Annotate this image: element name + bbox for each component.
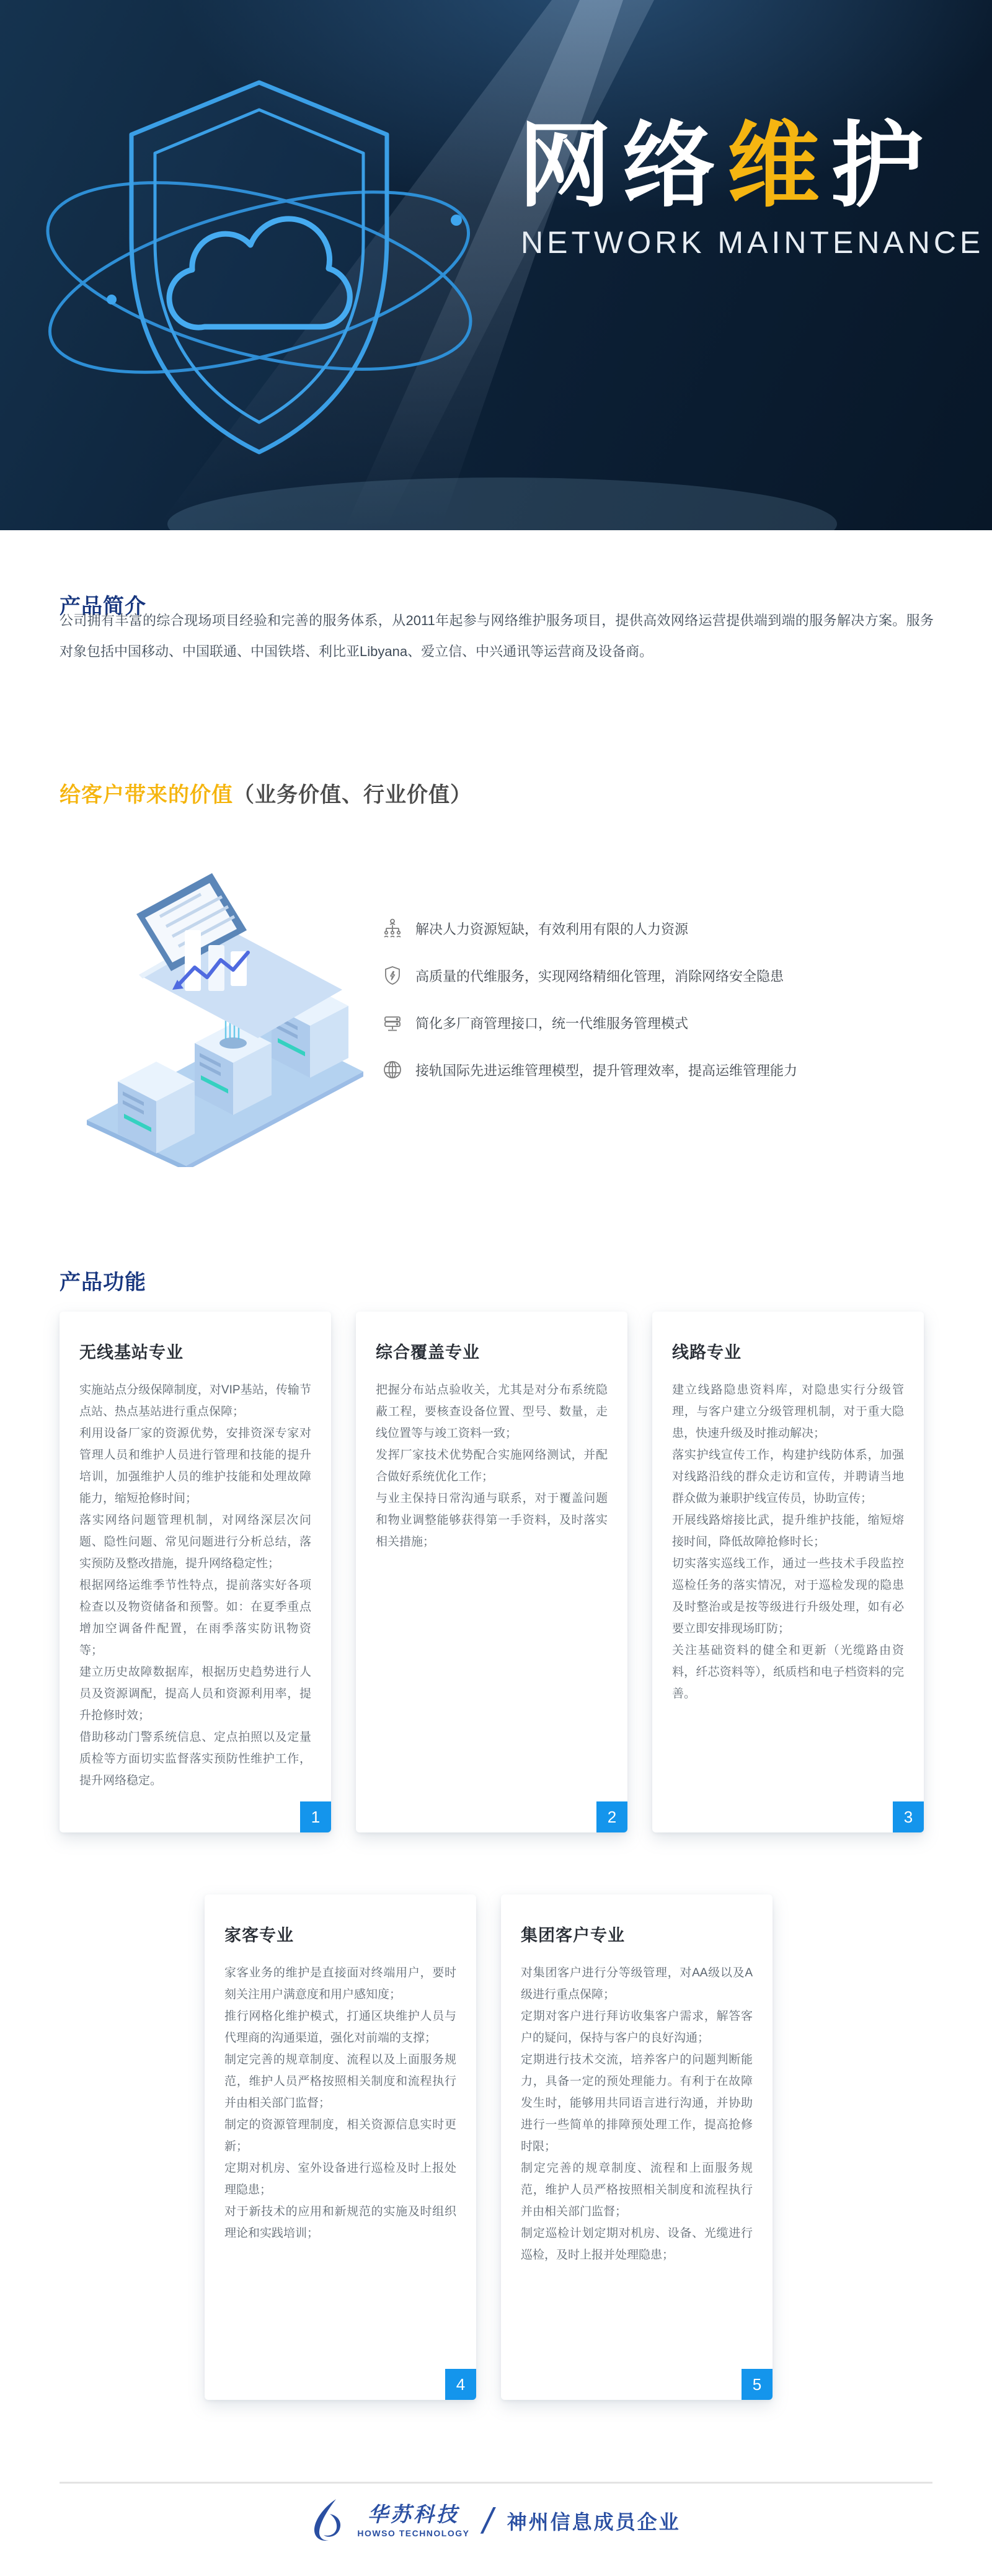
- card-paragraph: 关注基础资料的健全和更新（光缆路由资料，纤芯资料等），纸质档和电子档资料的完善。: [672, 1644, 904, 1700]
- value-text: 高质量的代维服务，实现网络精细化管理，消除网络安全隐患: [415, 968, 784, 984]
- footer-affiliation: 神州信息成员企业: [507, 2511, 681, 2533]
- card-title: 线路专业: [672, 1343, 742, 1362]
- title-part2: 护: [831, 113, 936, 218]
- card-body: [79, 1379, 311, 1792]
- card-paragraph: 利用设备厂家的资源优势，安排资深专家对管理人员和维护人员进行管理和技能的提升培训，加强维护人员的维护技能和处理故障能力，缩短抢修时间；: [79, 1427, 311, 1505]
- shield-cloud-illustration: [17, 34, 501, 505]
- card-number-badge: 3: [893, 1801, 924, 1832]
- server-icon: [382, 1012, 403, 1033]
- card-paragraph: 与业主保持日常沟通与联系，对于覆盖问题和物业调整能够获得第一手资料，及时落实相关措施；: [376, 1492, 608, 1548]
- values-heading: [60, 778, 472, 808]
- card-paragraph: 制定的资源管理制度，相关资源信息实时更新；: [224, 2118, 456, 2153]
- card-number-badge: 1: [300, 1801, 331, 1832]
- card-paragraph: 发挥厂家技术优势配合实施网络测试，并配合做好系统优化工作；: [376, 1449, 608, 1483]
- page-title: [518, 113, 936, 218]
- feature-card-comprehensive-coverage: [356, 1312, 627, 1832]
- card-paragraph: 制定完善的规章制度、流程和上面服务规范，维护人员严格按照相关制度和流程执行并由相关部门监督；: [521, 2162, 753, 2218]
- logo-slash: /: [479, 2500, 498, 2541]
- value-text: 简化多厂商管理接口，统一代维服务管理模式: [415, 1015, 689, 1031]
- logo-cn: 华苏科技: [367, 2503, 459, 2526]
- card-paragraph: 借助移动门警系统信息、定点拍照以及定量质检等方面切实监督落实预防性维护工作，提升网络稳定。: [79, 1731, 311, 1787]
- title-accent: 维: [727, 113, 831, 218]
- card-paragraph: 落实网络问题管理机制，对网络深层次问题、隐性问题、常见问题进行分析总结，落实预防及整改措施，提升网络稳定性；: [79, 1514, 311, 1570]
- values-heading-accent: 给客户带来的价值: [60, 783, 233, 807]
- logo-en: HOWSO TECHNOLOGY: [357, 2528, 470, 2538]
- card-paragraph: 制定完善的规章制度、流程以及上面服务规范，维护人员严格按照相关制度和流程执行并由相关部门监督；: [224, 2053, 456, 2110]
- card-number-badge: 5: [742, 2369, 773, 2400]
- card-paragraph: 实施站点分级保障制度，对VIP基站，传输节点站、热点基站进行重点保障；: [79, 1383, 311, 1418]
- card-body: [672, 1379, 904, 1705]
- card-paragraph: 家客业务的维护是直接面对终端用户，要时刻关注用户满意度和用户感知度；: [224, 1966, 456, 2001]
- footer-divider: [60, 2482, 932, 2484]
- intro-heading: 产品简介: [60, 595, 146, 619]
- card-title: 家客专业: [224, 1926, 294, 1945]
- page-subtitle: NETWORK MAINTENANCE: [521, 225, 985, 260]
- value-item: [382, 965, 797, 986]
- values-list: [382, 918, 797, 1106]
- feature-card-group-customer: [501, 1894, 773, 2400]
- value-text: 接轨国际先进运维管理模型，提升管理效率，提高运维管理能力: [415, 1062, 798, 1078]
- intro-paragraph: 公司拥有丰富的综合现场项目经验和完善的服务体系，从2011年起参与网络维护服务项目，提供高效网络运营提供端到端的服务解决方案。服务对象包括中国移动、中国联通、中国铁塔、利比亚Libyana、爱立信、中兴通讯等运营商及设备商。: [60, 613, 934, 659]
- card-paragraph: 把握分布站点验收关，尤其是对分布系统隐蔽工程，要核查设备位置、型号、数量，走线位置等与竣工资料一致；: [376, 1383, 608, 1440]
- card-title: 无线基站专业: [79, 1343, 184, 1362]
- value-item: [382, 1059, 797, 1080]
- card-number-badge: 4: [445, 2369, 476, 2400]
- shield-bolt-icon: [382, 965, 403, 986]
- feature-card-line: [652, 1312, 924, 1832]
- card-paragraph: 落实护线宣传工作，构建护线防体系，加强对线路沿线的群众走访和宣传，并聘请当地群众做为兼职护线宣传员，协助宣传；: [672, 1449, 904, 1505]
- card-number-badge: 2: [596, 1801, 627, 1832]
- card-paragraph: 对集团客户进行分等级管理，对AA级以及A级进行重点保障；: [521, 1966, 753, 2001]
- value-text: 解决人力资源短缺，有效利用有限的人力资源: [415, 921, 689, 937]
- card-paragraph: 对于新技术的应用和新规范的实施及时组织理论和实践培训；: [224, 2205, 456, 2240]
- features-heading: 产品功能: [60, 1271, 146, 1295]
- card-paragraph: 定期对机房、室外设备进行巡检及时上报处理隐患；: [224, 2162, 456, 2196]
- howso-logo-icon: [311, 2498, 347, 2544]
- feature-card-wireless-base-station: [60, 1312, 331, 1832]
- hero-banner: [0, 0, 992, 530]
- card-body: [224, 1962, 456, 2244]
- value-item: [382, 918, 797, 939]
- card-paragraph: 开展线路熔接比武，提升维护技能，缩短熔接时间，降低故障抢修时长；: [672, 1514, 904, 1548]
- feature-card-home-customer: [205, 1894, 476, 2400]
- footer: [0, 2498, 992, 2544]
- org-chart-icon: [382, 918, 403, 939]
- card-paragraph: 建立线路隐患资料库，对隐患实行分级管理，与客户建立分级管理机制，对于重大隐患，快速升级及时推动解决；: [672, 1383, 904, 1440]
- title-part1: 网络: [518, 113, 727, 218]
- card-paragraph: 推行网格化维护模式，打通区块维护人员与代理商的沟通渠道，强化对前端的支撑；: [224, 2010, 456, 2045]
- card-paragraph: 切实落实巡线工作，通过一些技术手段监控巡检任务的落实情况，对于巡检发现的隐患及时整治或是按等级进行升级处理，如有必要立即安排现场盯防；: [672, 1557, 904, 1635]
- howso-logo-text: [357, 2504, 469, 2538]
- card-body: [376, 1379, 608, 1553]
- card-paragraph: 建立历史故障数据库，根据历史趋势进行人员及资源调配，提高人员和资源利用率，提升抢修时效；: [79, 1666, 311, 1722]
- card-paragraph: 根据网络运维季节性特点，提前落实好各项检查以及物资储备和预警。如：在夏季重点增加空调备件配置，在雨季落实防讯物资等；: [79, 1579, 311, 1657]
- card-paragraph: 制定巡检计划定期对机房、设备、光缆进行巡检，及时上报并处理隐患；: [521, 2227, 753, 2262]
- globe-icon: [382, 1059, 403, 1080]
- isometric-servers-illustration: [79, 857, 372, 1167]
- card-paragraph: 定期对客户进行拜访收集客户需求，解答客户的疑问，保持与客户的良好沟通；: [521, 2010, 753, 2045]
- value-item: [382, 1012, 797, 1033]
- values-heading-rest: （业务价值、行业价值）: [233, 783, 472, 807]
- card-paragraph: 定期进行技术交流，培养客户的问题判断能力，具备一定的预处理能力。有利于在故障发生时，能够用共同语言进行沟通，并协助进行一些简单的排障预处理工作，提高抢修时限；: [521, 2053, 753, 2153]
- card-title: 综合覆盖专业: [376, 1343, 480, 1362]
- card-body: [521, 1962, 753, 2266]
- card-title: 集团客户专业: [521, 1926, 625, 1945]
